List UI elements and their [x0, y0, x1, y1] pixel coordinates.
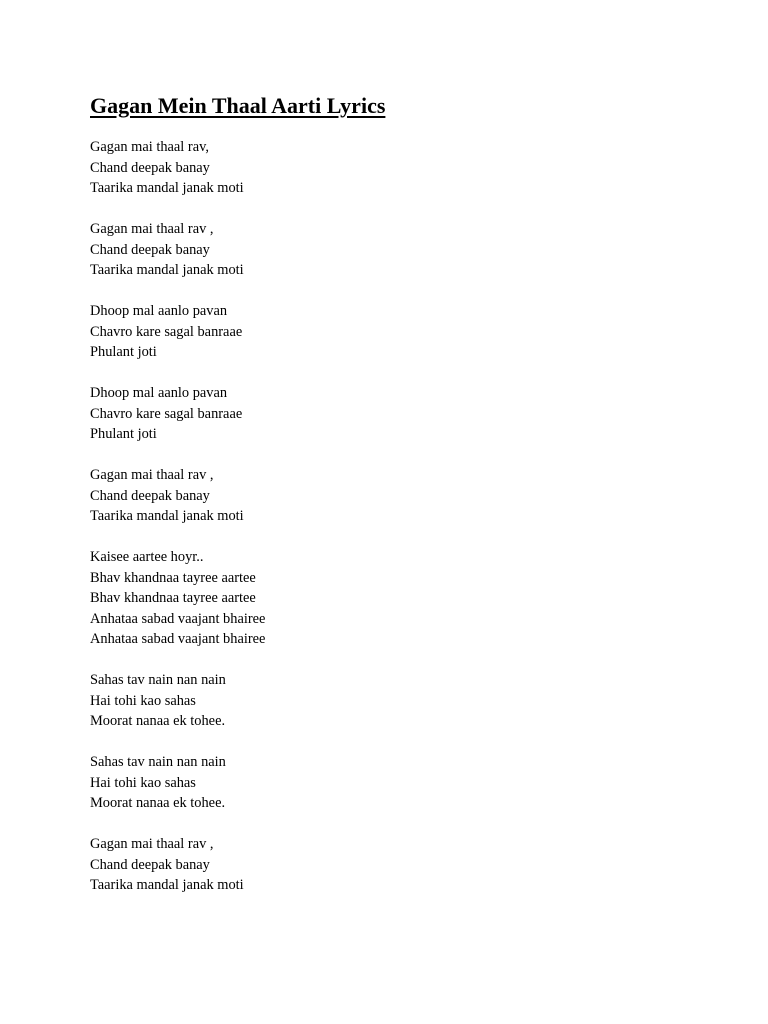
lyrics-stanza	[90, 301, 710, 363]
lyrics-line: Gagan mai thaal rav ,	[90, 221, 214, 237]
lyrics-stanza	[90, 465, 710, 527]
lyrics-line: Taarika mandal janak moti	[90, 262, 244, 278]
lyrics-line: Chand deepak banay	[90, 241, 210, 258]
lyrics-line: Anhataa sabad vaajant bhairee	[90, 610, 266, 627]
lyrics-line: Sahas tav nain nan nain	[90, 754, 226, 770]
lyrics-line: Moorat nanaa ek tohee.	[90, 713, 226, 729]
lyrics-body	[90, 137, 710, 896]
lyrics-stanza	[90, 219, 710, 281]
lyrics-line: Chavro kare sagal banraae	[90, 405, 243, 422]
lyrics-stanza	[90, 752, 710, 814]
lyrics-line: Dhoop mal aanlo pavan	[90, 303, 228, 319]
lyrics-line: Phulant joti	[90, 344, 157, 360]
lyrics-line: Taarika mandal janak moti	[90, 508, 244, 524]
lyrics-line: Phulant joti	[90, 426, 157, 442]
lyrics-line: Chand deepak banay	[90, 159, 210, 176]
lyrics-stanza	[90, 137, 710, 199]
lyrics-line: Moorat nanaa ek tohee.	[90, 795, 226, 811]
document-title: Gagan Mein Thaal Aarti Lyrics	[90, 93, 386, 118]
lyrics-line: Gagan mai thaal rav ,	[90, 836, 214, 852]
lyrics-line: Hai tohi kao sahas	[90, 692, 196, 709]
lyrics-stanza	[90, 670, 710, 732]
lyrics-line: Chand deepak banay	[90, 487, 210, 504]
lyrics-line: Hai tohi kao sahas	[90, 774, 196, 791]
lyrics-line: Chand deepak banay	[90, 856, 210, 873]
lyrics-line: Sahas tav nain nan nain	[90, 672, 226, 688]
lyrics-line: Chavro kare sagal banraae	[90, 323, 243, 340]
lyrics-line: Kaisee aartee hoyr..	[90, 549, 204, 565]
lyrics-line: Gagan mai thaal rav,	[90, 139, 209, 155]
lyrics-line: Bhav khandnaa tayree aartee	[90, 569, 256, 586]
lyrics-line: Gagan mai thaal rav ,	[90, 467, 214, 483]
document-page	[90, 92, 710, 916]
lyrics-line: Bhav khandnaa tayree aartee	[90, 590, 256, 606]
lyrics-line: Dhoop mal aanlo pavan	[90, 385, 228, 401]
lyrics-stanza	[90, 834, 710, 896]
lyrics-line: Taarika mandal janak moti	[90, 877, 244, 893]
lyrics-line: Taarika mandal janak moti	[90, 180, 244, 196]
lyrics-line: Anhataa sabad vaajant bhairee	[90, 631, 266, 647]
lyrics-stanza	[90, 383, 710, 445]
lyrics-stanza	[90, 547, 710, 650]
